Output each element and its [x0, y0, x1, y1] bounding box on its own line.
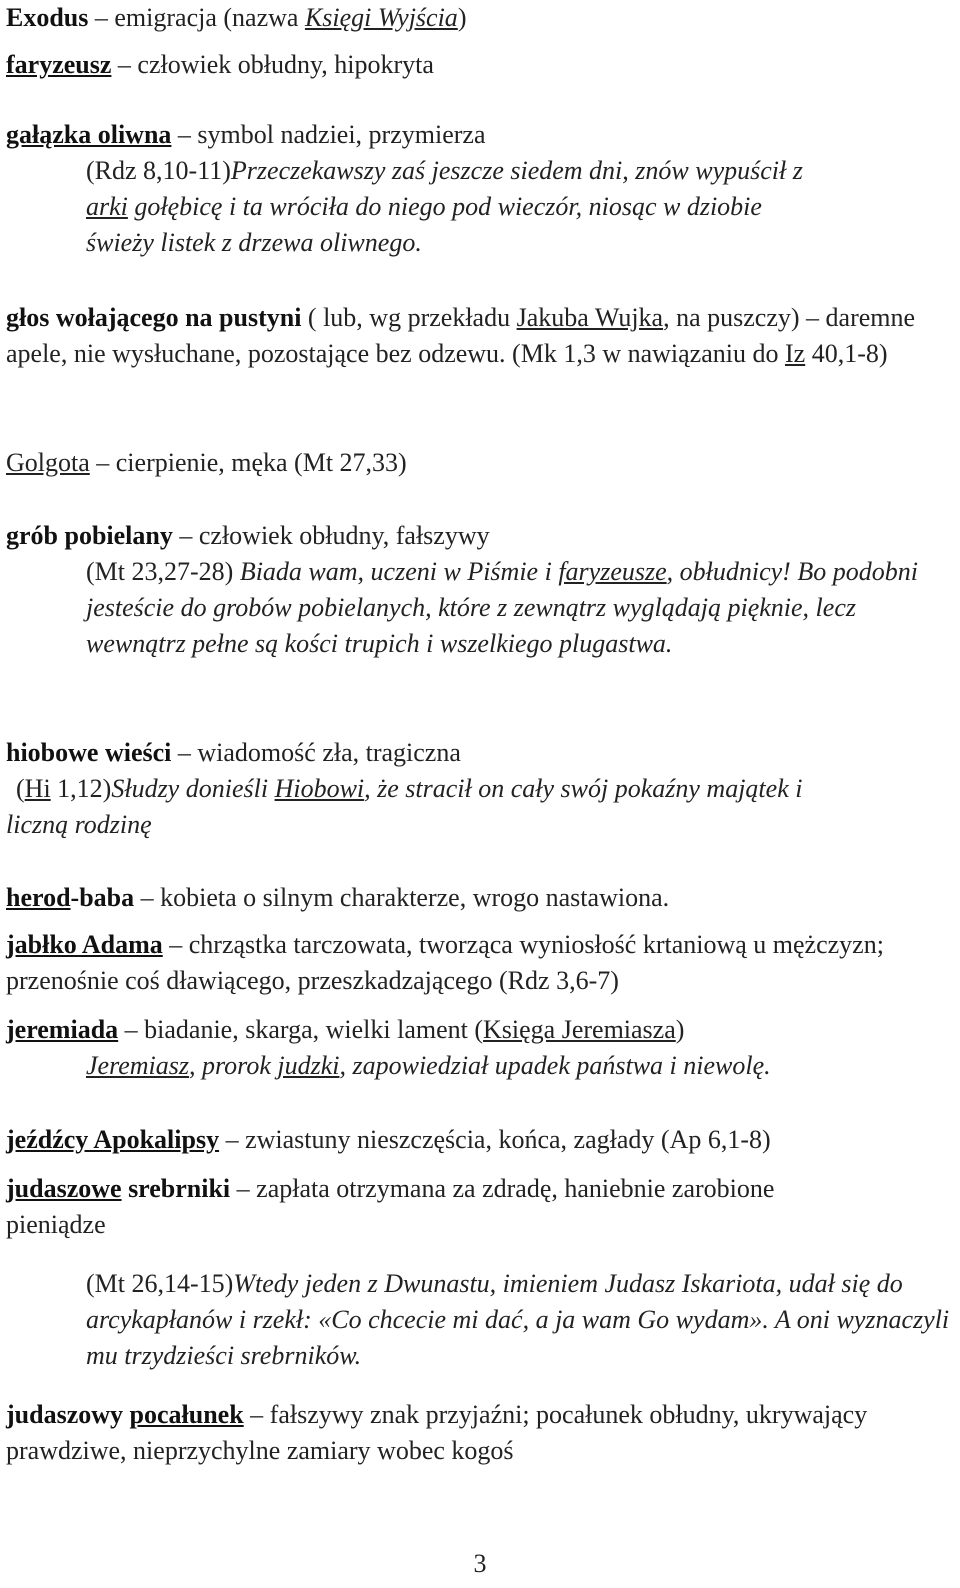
term: Exodus	[6, 3, 89, 32]
term-link[interactable]: gałązka oliwna	[6, 120, 172, 149]
entry-herod-baba: herod-baba – kobieta o silnym charakterze, wrogo nastawiona.	[6, 883, 670, 912]
link-ksiega-jeremiasza[interactable]: Księga Jeremiasza	[483, 1015, 676, 1044]
entry-golgota: Golgota – cierpienie, męka (Mt 27,33)	[6, 448, 407, 477]
entry-jablko-adama: jabłko Adama – chrząstka tarczowata, tworząca wyniosłość krtaniową u mężczyzn; przenośnie coś dławiącego, przeszkadzającego (Rdz 3,6-7)	[6, 930, 884, 995]
page-number: 3	[473, 1549, 487, 1578]
note: Jeremiasz, prorok judzki, zapowiedział upadek państwa i niewolę.	[86, 1051, 771, 1080]
term: hiobowe wieści	[6, 738, 172, 767]
term-link[interactable]: Golgota	[6, 448, 90, 477]
term-link[interactable]: jeźdźcy Apokalipsy	[6, 1125, 220, 1154]
quote: (Rdz 8,10-11)Przeczekawszy zaś jeszcze siedem dni, znów wypuścił z arki gołębicę i ta wróciła do niego pod wieczór, niosąc w dziobie świeży listek z drzewa oliwnego.	[86, 156, 803, 257]
term: grób pobielany	[6, 521, 173, 550]
term-link[interactable]: herod	[6, 883, 71, 912]
link-hi[interactable]: Hi	[24, 774, 51, 803]
term: głos wołającego na pustyni	[6, 303, 302, 332]
term-link[interactable]: judaszowe	[6, 1174, 122, 1203]
link-ksiegi-wyjscia[interactable]: Księgi Wyjścia	[304, 3, 458, 32]
term-link[interactable]: jabłko Adama	[6, 930, 163, 959]
link-arki[interactable]: arki	[86, 192, 128, 221]
entry-judaszowy-pocalunek: judaszowy pocałunek – fałszywy znak przyjaźni; pocałunek obłudny, ukrywający prawdziwe, nieprzychylne zamiary wobec kogoś	[6, 1400, 868, 1465]
entry-judaszowe-srebrniki: judaszowe srebrniki – zapłata otrzymana za zdradę, haniebnie zarobione pieniądze	[6, 1174, 775, 1239]
entry-jeremiada: jeremiada – biadanie, skarga, wielki lament (Księga Jeremiasza) Jeremiasz, prorok judzki, zapowiedział upadek państwa i niewolę.	[6, 1012, 771, 1084]
link-jakuba-wujka[interactable]: Jakuba Wujka	[516, 303, 664, 332]
entry-hiobowe-wiesci: hiobowe wieści – wiadomość zła, tragiczna (Hi 1,12)Słudzy donieśli Hiobowi, że stracił on cały swój pokaźny majątek i liczną rodzinę	[6, 735, 846, 843]
entry-jezdzcy-apokalipsy: jeźdźcy Apokalipsy – zwiastuny nieszczęścia, końca, zagłady (Ap 6,1-8)	[6, 1125, 771, 1154]
link-iz[interactable]: Iz	[784, 339, 806, 368]
term-link[interactable]: jeremiada	[6, 1015, 119, 1044]
link-hiobowi[interactable]: Hiobowi	[274, 774, 365, 803]
entry-galazka-oliwna: gałązka oliwna – symbol nadziei, przymierza (Rdz 8,10-11)Przeczekawszy zaś jeszcze siedem dni, znów wypuścił z arki gołębicę i ta wróciła do niego pod wieczór, niosąc w dziobie świeży listek z drzewa oliwnego.	[6, 117, 806, 261]
entry-exodus: Exodus – emigracja (nazwa Księgi Wyjścia)	[6, 3, 467, 32]
link-jeremiasz[interactable]: Jeremiasz	[86, 1051, 190, 1080]
link-faryzeusze[interactable]: faryzeusze	[558, 557, 667, 586]
quote: (Mt 26,14-15)Wtedy jeden z Dwunastu, imieniem Judasz Iskariota, udał się do arcykapłanów i rzekł: «Co chcecie mi dać, a ja wam Go wydam». A oni wyznaczyli mu trzydzieści srebrników.	[86, 1269, 950, 1370]
term-link[interactable]: pocałunek	[129, 1400, 244, 1429]
entry-glos-wolajacego: głos wołającego na pustyni ( lub, wg przekładu Jakuba Wujka, na puszczy) – daremne apele, nie wysłuchane, pozostające bez odzewu. (Mk 1,3 w nawiązaniu do Iz 40,1-8)	[6, 303, 916, 368]
quote: (Mt 23,27-28) Biada wam, uczeni w Piśmie i faryzeusze, obłudnicy! Bo podobni jesteście do grobów pobielanych, które z zewnątrz wyglądają pięknie, lecz wewnątrz pełne są kości trupich i wszelkiego plugastwa.	[86, 557, 918, 658]
entry-faryzeusz: faryzeusz – człowiek obłudny, hipokryta	[6, 50, 434, 79]
quote: (Hi 1,12)Słudzy donieśli Hiobowi, że stracił on cały swój pokaźny majątek i liczną rodzinę	[6, 774, 803, 839]
link-judzki[interactable]: judzki	[277, 1051, 340, 1080]
entry-grob-pobielany: grób pobielany – człowiek obłudny, fałszywy (Mt 23,27-28) Biada wam, uczeni w Piśmie i faryzeusze, obłudnicy! Bo podobni jesteście do grobów pobielanych, które z zewnątrz wyglądają pięknie, lecz wewnątrz pełne są kości trupich i wszelkiego plugastwa.	[6, 518, 952, 662]
term-link[interactable]: faryzeusz	[6, 50, 112, 79]
